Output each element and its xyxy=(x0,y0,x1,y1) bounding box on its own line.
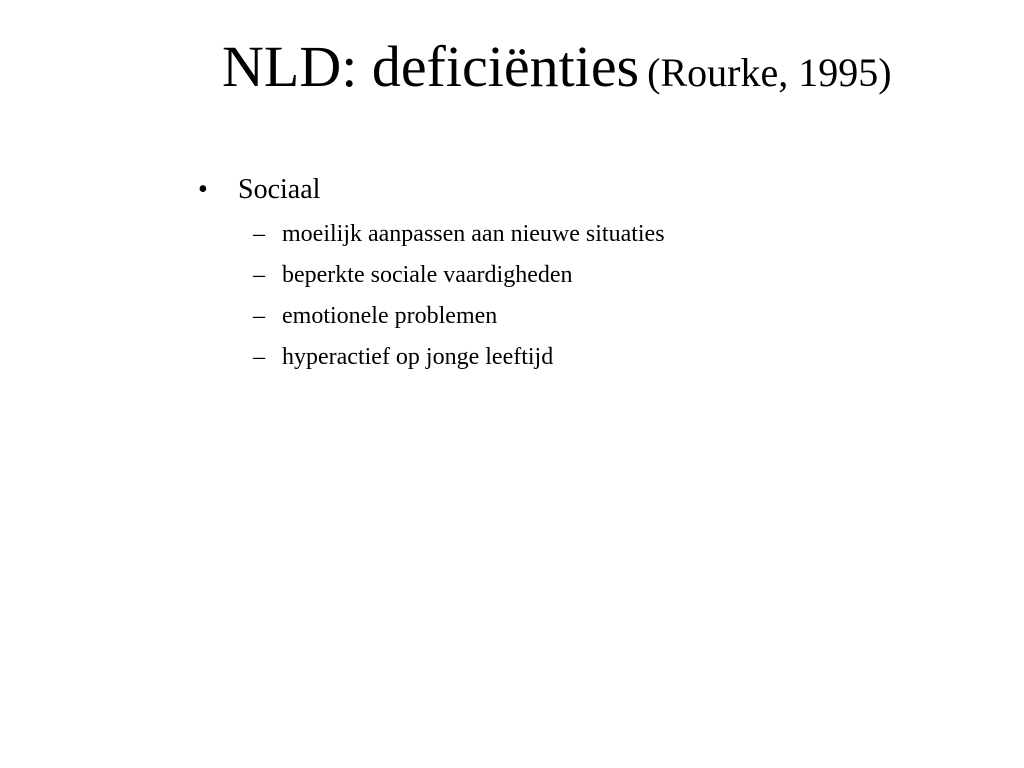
slide-title xyxy=(222,34,892,99)
bullet-icon: • xyxy=(198,174,208,205)
sub-bullet-item xyxy=(198,255,958,296)
sub-bullet-text: moeilijk aanpassen aan nieuwe situaties xyxy=(282,221,665,247)
dash-icon: – xyxy=(253,344,265,370)
sub-bullet-list xyxy=(198,214,958,378)
bullet-item-sociaal xyxy=(198,170,958,210)
bullet-label: Sociaal xyxy=(238,174,321,205)
sub-bullet-item xyxy=(198,337,958,378)
sub-bullet-text: hyperactief op jonge leeftijd xyxy=(282,344,554,370)
dash-icon: – xyxy=(253,221,265,247)
sub-bullet-text: beperkte sociale vaardigheden xyxy=(282,262,573,288)
sub-bullet-item xyxy=(198,214,958,255)
slide-title-citation: (Rourke, 1995) xyxy=(647,50,892,95)
sub-bullet-item xyxy=(198,296,958,337)
dash-icon: – xyxy=(253,303,265,329)
dash-icon: – xyxy=(253,262,265,288)
slide-title-main: NLD: deficiënties xyxy=(222,34,640,99)
bullet-list xyxy=(198,170,958,378)
sub-bullet-text: emotionele problemen xyxy=(282,303,498,329)
